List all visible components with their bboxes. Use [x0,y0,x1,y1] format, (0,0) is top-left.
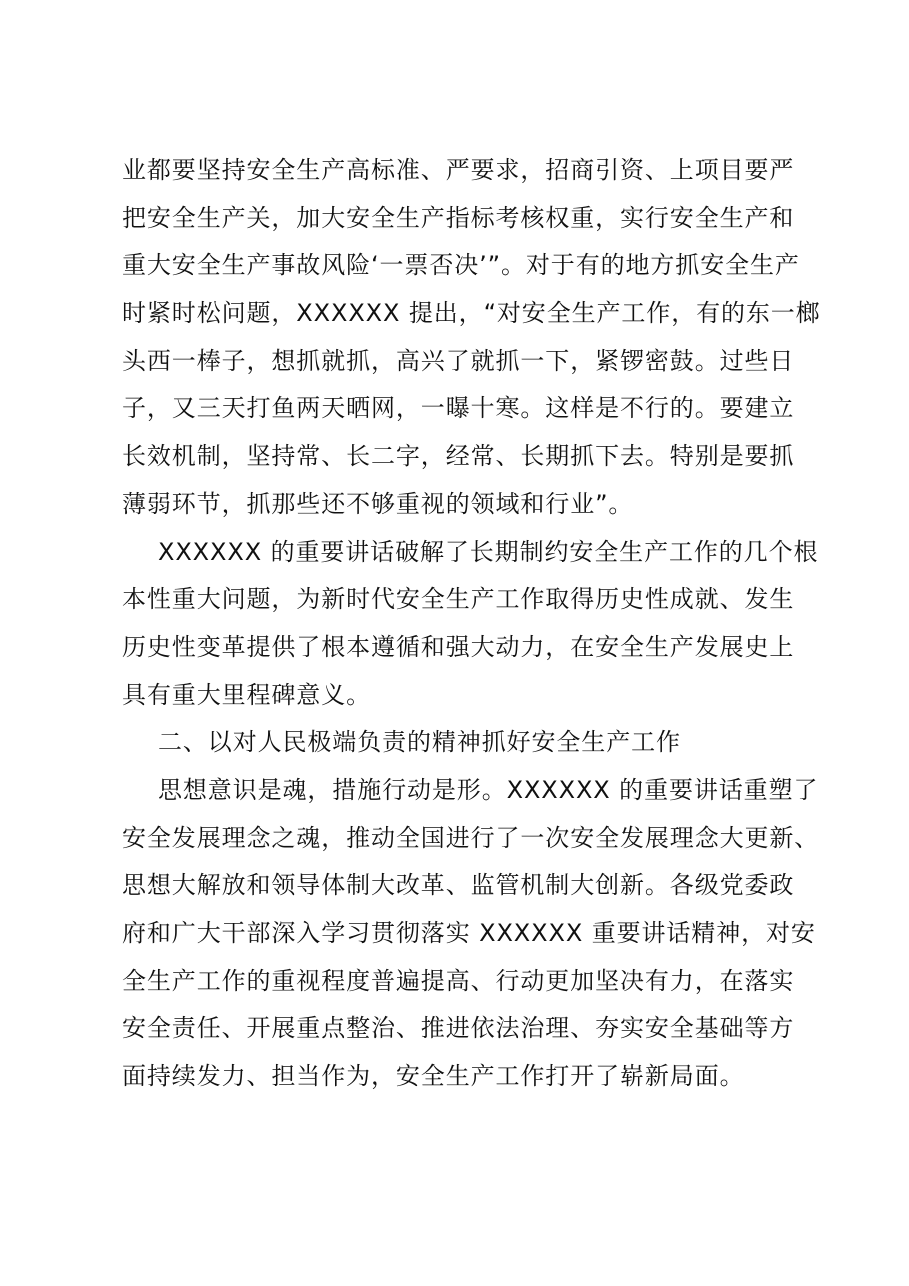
document-body [122,147,821,1101]
paragraph-start-line: XXXXXX 的重要讲话破解了长期制约安全生产工作的几个根 [158,537,819,566]
text-line: 头西一棒子，想抓就抓，高兴了就抓一下，紧锣密鼓。过些日 [122,346,795,375]
text-line: 全生产工作的重视程度普遍提高、行动更加坚决有力，在落实 [122,966,795,995]
paragraph-start-line: 思想意识是魂，措施行动是形。XXXXXX 的重要讲话重塑了 [158,775,819,804]
text-line: 思想大解放和领导体制大改革、监管机制大创新。各级党委政 [122,871,795,900]
text-line: 安全发展理念之魂，推动全国进行了一次安全发展理念大更新、 [122,823,820,852]
text-line: 具有重大里程碑意义。 [122,680,371,709]
text-line: 把安全生产关，加大安全生产指标考核权重，实行安全生产和 [122,203,795,232]
text-line: 府和广大干部深入学习贯彻落实 XXXXXX 重要讲话精神，对安 [122,919,816,947]
text-line: 本性重大问题，为新时代安全生产工作取得历史性成就、发生 [122,585,795,614]
text-line: 重大安全生产事故风险‘一票否决’”。对于有的地方抓安全生产 [122,251,800,280]
text-line: 安全责任、开展重点整治、推进依法治理、夯实安全基础等方 [122,1014,795,1043]
text-line: 时紧时松问题，XXXXXX 提出，“对安全生产工作，有的东一榔 [122,299,821,328]
text-line: 子，又三天打鱼两天晒网，一曝十寒。这样是不行的。要建立 [122,394,795,423]
text-line: 历史性变革提供了根本遵循和强大动力，在安全生产发展史上 [122,632,795,661]
text-line: 面持续发力、担当作为，安全生产工作打开了崭新局面。 [122,1062,745,1091]
text-line: 薄弱环节，抓那些还不够重视的领域和行业”。 [122,489,634,518]
text-line: 长效机制，坚持常、长二字，经常、长期抓下去。特别是要抓 [122,442,795,471]
section-heading: 二、以对人民极端负责的精神抓好安全生产工作 [158,728,681,757]
text-line: 业都要坚持安全生产高标准、严要求，招商引资、上项目要严 [122,156,795,184]
